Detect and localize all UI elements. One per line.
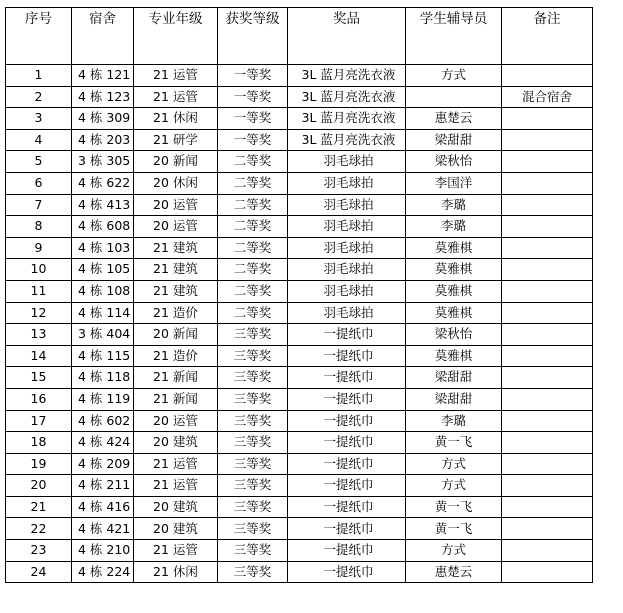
cell-prize: 一提纸巾 [288, 453, 406, 475]
cell-major-grade: 20 建筑 [134, 496, 218, 518]
cell-award-level: 三等奖 [218, 324, 288, 346]
cell-award-level: 二等奖 [218, 237, 288, 259]
cell-dorm: 4 栋 119 [72, 388, 134, 410]
cell-dorm: 4 栋 424 [72, 432, 134, 454]
cell-counselor: 梁甜甜 [406, 367, 502, 389]
cell-note [502, 540, 593, 562]
cell-prize: 一提纸巾 [288, 388, 406, 410]
cell-counselor: 黄一飞 [406, 496, 502, 518]
cell-dorm: 4 栋 622 [72, 172, 134, 194]
cell-index: 9 [6, 237, 72, 259]
cell-prize: 羽毛球拍 [288, 194, 406, 216]
cell-note [502, 367, 593, 389]
table-row [6, 388, 593, 410]
cell-award-level: 一等奖 [218, 108, 288, 130]
header-major-grade: 专业年级 [134, 8, 218, 65]
cell-award-level: 二等奖 [218, 194, 288, 216]
cell-note [502, 518, 593, 540]
cell-dorm: 4 栋 210 [72, 540, 134, 562]
cell-award-level: 二等奖 [218, 216, 288, 238]
cell-dorm: 4 栋 602 [72, 410, 134, 432]
cell-dorm: 3 栋 305 [72, 151, 134, 173]
cell-award-level: 三等奖 [218, 410, 288, 432]
table-body [6, 65, 593, 583]
table-row [6, 194, 593, 216]
cell-major-grade: 20 新闻 [134, 151, 218, 173]
cell-note [502, 259, 593, 281]
table-row [6, 151, 593, 173]
cell-award-level: 一等奖 [218, 86, 288, 108]
cell-note [502, 194, 593, 216]
cell-dorm: 4 栋 118 [72, 367, 134, 389]
cell-counselor: 方式 [406, 540, 502, 562]
cell-major-grade: 20 运管 [134, 194, 218, 216]
cell-prize: 一提纸巾 [288, 540, 406, 562]
cell-counselor: 黄一飞 [406, 432, 502, 454]
cell-major-grade: 21 造价 [134, 345, 218, 367]
cell-index: 7 [6, 194, 72, 216]
cell-note [502, 432, 593, 454]
table-row [6, 410, 593, 432]
table-row [6, 345, 593, 367]
cell-counselor: 方式 [406, 453, 502, 475]
table-row [6, 496, 593, 518]
cell-index: 15 [6, 367, 72, 389]
cell-index: 22 [6, 518, 72, 540]
table-row [6, 518, 593, 540]
table-row [6, 216, 593, 238]
cell-dorm: 4 栋 421 [72, 518, 134, 540]
cell-dorm: 4 栋 115 [72, 345, 134, 367]
cell-note [502, 410, 593, 432]
cell-dorm: 4 栋 108 [72, 280, 134, 302]
table-row [6, 453, 593, 475]
cell-index: 23 [6, 540, 72, 562]
cell-major-grade: 20 运管 [134, 216, 218, 238]
cell-counselor: 方式 [406, 65, 502, 87]
cell-note [502, 172, 593, 194]
cell-prize: 一提纸巾 [288, 324, 406, 346]
cell-note [502, 345, 593, 367]
cell-prize: 一提纸巾 [288, 410, 406, 432]
cell-award-level: 一等奖 [218, 129, 288, 151]
cell-major-grade: 21 运管 [134, 540, 218, 562]
cell-note [502, 237, 593, 259]
cell-counselor: 莫雅棋 [406, 280, 502, 302]
table-row [6, 432, 593, 454]
cell-award-level: 二等奖 [218, 151, 288, 173]
cell-award-level: 二等奖 [218, 172, 288, 194]
cell-prize: 3L 蓝月亮洗衣液 [288, 86, 406, 108]
cell-dorm: 4 栋 103 [72, 237, 134, 259]
cell-counselor: 莫雅棋 [406, 237, 502, 259]
cell-note [502, 496, 593, 518]
cell-counselor: 惠楚云 [406, 108, 502, 130]
cell-dorm: 4 栋 608 [72, 216, 134, 238]
table-row [6, 561, 593, 583]
cell-prize: 一提纸巾 [288, 496, 406, 518]
table-row [6, 65, 593, 87]
cell-index: 20 [6, 475, 72, 497]
cell-counselor: 梁甜甜 [406, 388, 502, 410]
cell-major-grade: 20 新闻 [134, 324, 218, 346]
cell-index: 17 [6, 410, 72, 432]
cell-award-level: 三等奖 [218, 432, 288, 454]
cell-prize: 羽毛球拍 [288, 259, 406, 281]
cell-prize: 一提纸巾 [288, 345, 406, 367]
table-row [6, 302, 593, 324]
cell-major-grade: 21 休闲 [134, 108, 218, 130]
cell-note [502, 324, 593, 346]
cell-counselor: 黄一飞 [406, 518, 502, 540]
cell-dorm: 4 栋 224 [72, 561, 134, 583]
header-counselor: 学生辅导员 [406, 8, 502, 65]
cell-award-level: 三等奖 [218, 475, 288, 497]
cell-note [502, 302, 593, 324]
cell-prize: 一提纸巾 [288, 561, 406, 583]
cell-dorm: 4 栋 203 [72, 129, 134, 151]
cell-index: 11 [6, 280, 72, 302]
cell-prize: 一提纸巾 [288, 518, 406, 540]
cell-counselor: 方式 [406, 475, 502, 497]
cell-dorm: 4 栋 114 [72, 302, 134, 324]
cell-index: 16 [6, 388, 72, 410]
cell-index: 10 [6, 259, 72, 281]
table-row [6, 237, 593, 259]
cell-counselor: 莫雅棋 [406, 259, 502, 281]
cell-note [502, 151, 593, 173]
cell-major-grade: 21 新闻 [134, 388, 218, 410]
cell-prize: 羽毛球拍 [288, 302, 406, 324]
cell-prize: 羽毛球拍 [288, 172, 406, 194]
cell-note [502, 129, 593, 151]
cell-prize: 羽毛球拍 [288, 280, 406, 302]
cell-dorm: 3 栋 404 [72, 324, 134, 346]
cell-major-grade: 21 新闻 [134, 367, 218, 389]
cell-index: 18 [6, 432, 72, 454]
table-row [6, 475, 593, 497]
cell-award-level: 一等奖 [218, 65, 288, 87]
cell-index: 24 [6, 561, 72, 583]
cell-index: 1 [6, 65, 72, 87]
cell-counselor: 梁秋怡 [406, 324, 502, 346]
header-award-level: 获奖等级 [218, 8, 288, 65]
table-row [6, 259, 593, 281]
cell-index: 19 [6, 453, 72, 475]
cell-major-grade: 20 休闲 [134, 172, 218, 194]
cell-index: 8 [6, 216, 72, 238]
cell-major-grade: 21 运管 [134, 453, 218, 475]
cell-note [502, 65, 593, 87]
table-row [6, 172, 593, 194]
cell-dorm: 4 栋 209 [72, 453, 134, 475]
cell-index: 2 [6, 86, 72, 108]
cell-award-level: 二等奖 [218, 302, 288, 324]
cell-note [502, 388, 593, 410]
cell-major-grade: 20 建筑 [134, 432, 218, 454]
cell-counselor: 莫雅棋 [406, 345, 502, 367]
cell-index: 12 [6, 302, 72, 324]
cell-note [502, 475, 593, 497]
cell-counselor [406, 86, 502, 108]
cell-major-grade: 21 运管 [134, 65, 218, 87]
cell-prize: 羽毛球拍 [288, 216, 406, 238]
cell-prize: 羽毛球拍 [288, 237, 406, 259]
cell-counselor: 李璐 [406, 216, 502, 238]
cell-counselor: 惠楚云 [406, 561, 502, 583]
cell-note: 混合宿舍 [502, 86, 593, 108]
cell-award-level: 三等奖 [218, 453, 288, 475]
cell-note [502, 280, 593, 302]
cell-counselor: 李国洋 [406, 172, 502, 194]
header-prize: 奖品 [288, 8, 406, 65]
table-row [6, 540, 593, 562]
cell-prize: 一提纸巾 [288, 432, 406, 454]
cell-award-level: 三等奖 [218, 367, 288, 389]
cell-award-level: 三等奖 [218, 496, 288, 518]
cell-major-grade: 20 建筑 [134, 518, 218, 540]
cell-dorm: 4 栋 121 [72, 65, 134, 87]
cell-major-grade: 21 休闲 [134, 561, 218, 583]
cell-prize: 一提纸巾 [288, 367, 406, 389]
cell-major-grade: 21 运管 [134, 86, 218, 108]
table-header [6, 8, 593, 65]
table-row [6, 86, 593, 108]
cell-major-grade: 20 运管 [134, 410, 218, 432]
cell-counselor: 梁甜甜 [406, 129, 502, 151]
cell-major-grade: 21 研学 [134, 129, 218, 151]
award-table [5, 7, 593, 583]
cell-major-grade: 21 建筑 [134, 237, 218, 259]
cell-counselor: 莫雅棋 [406, 302, 502, 324]
cell-note [502, 561, 593, 583]
cell-index: 4 [6, 129, 72, 151]
cell-prize: 3L 蓝月亮洗衣液 [288, 65, 406, 87]
cell-award-level: 二等奖 [218, 280, 288, 302]
cell-dorm: 4 栋 211 [72, 475, 134, 497]
cell-prize: 羽毛球拍 [288, 151, 406, 173]
cell-dorm: 4 栋 416 [72, 496, 134, 518]
cell-major-grade: 21 运管 [134, 475, 218, 497]
cell-major-grade: 21 建筑 [134, 259, 218, 281]
header-dorm: 宿舍 [72, 8, 134, 65]
cell-counselor: 李璐 [406, 410, 502, 432]
table-row [6, 367, 593, 389]
table-row [6, 324, 593, 346]
table-row [6, 280, 593, 302]
cell-prize: 3L 蓝月亮洗衣液 [288, 129, 406, 151]
cell-dorm: 4 栋 123 [72, 86, 134, 108]
cell-note [502, 453, 593, 475]
cell-major-grade: 21 建筑 [134, 280, 218, 302]
cell-award-level: 三等奖 [218, 388, 288, 410]
header-index: 序号 [6, 8, 72, 65]
cell-dorm: 4 栋 309 [72, 108, 134, 130]
cell-index: 6 [6, 172, 72, 194]
cell-counselor: 梁秋怡 [406, 151, 502, 173]
header-row [6, 8, 593, 65]
table-row [6, 129, 593, 151]
cell-index: 3 [6, 108, 72, 130]
cell-award-level: 三等奖 [218, 345, 288, 367]
cell-award-level: 三等奖 [218, 518, 288, 540]
cell-dorm: 4 栋 413 [72, 194, 134, 216]
cell-prize: 一提纸巾 [288, 475, 406, 497]
cell-prize: 3L 蓝月亮洗衣液 [288, 108, 406, 130]
cell-note [502, 216, 593, 238]
cell-major-grade: 21 造价 [134, 302, 218, 324]
header-note: 备注 [502, 8, 593, 65]
cell-index: 14 [6, 345, 72, 367]
cell-award-level: 三等奖 [218, 561, 288, 583]
cell-note [502, 108, 593, 130]
cell-index: 5 [6, 151, 72, 173]
cell-counselor: 李璐 [406, 194, 502, 216]
cell-award-level: 三等奖 [218, 540, 288, 562]
cell-award-level: 二等奖 [218, 259, 288, 281]
cell-dorm: 4 栋 105 [72, 259, 134, 281]
table-row [6, 108, 593, 130]
cell-index: 21 [6, 496, 72, 518]
cell-index: 13 [6, 324, 72, 346]
